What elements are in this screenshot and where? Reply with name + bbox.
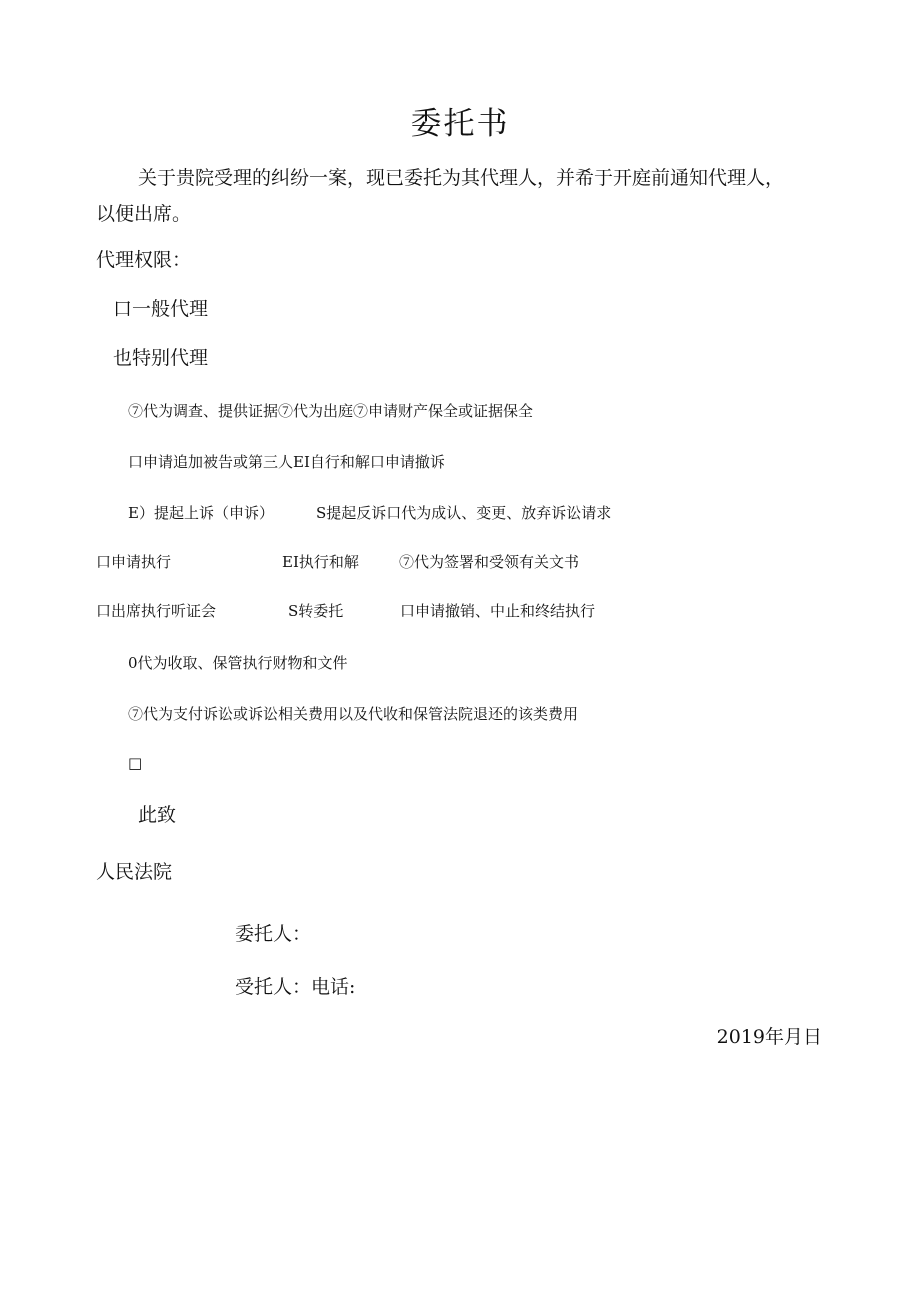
option-general-agency: 口一般代理 [113, 298, 209, 320]
intro-line-2: 以便出席。 [96, 203, 192, 225]
authority-item-counterclaim: S提起反诉口代为成认、变更、放弃诉讼请求 [316, 504, 612, 522]
closing-salutation: 此致 [138, 804, 177, 826]
authority-item-revoke-execution: 口申请撤销、中止和终结执行 [400, 602, 596, 620]
intro-line-1: 关于贵院受理的纠纷一案，现已委托为其代理人，并希于开庭前通知代理人， [138, 167, 785, 189]
authority-item-sub-delegation: S转委托 [288, 602, 344, 620]
authority-item-apply-execution: 口申请执行 [96, 553, 172, 571]
document-date: 2019年月日 [716, 1026, 822, 1048]
authority-item-pay-fees: ⑦代为支付诉讼或诉讼相关费用以及代收和保管法院退还的该类费用 [128, 705, 579, 723]
authority-item-hearing: 口出席执行听证会 [96, 602, 217, 620]
authority-item-execution-settlement: EI执行和解 [282, 553, 359, 571]
authority-item-row-1: ⑦代为调查、提供证据⑦代为出庭⑦申请财产保全或证据保全 [128, 402, 534, 420]
authority-item-collect-property: 0代为收取、保管执行财物和文件 [128, 654, 348, 672]
intro-paragraph [96, 160, 826, 232]
agent-phone-label: 受托人：电话: [235, 976, 356, 998]
authority-item-sign-documents: ⑦代为签署和受领有关文书 [399, 553, 580, 571]
authority-item-appeal: E）提起上诉（申诉） [128, 504, 274, 522]
principal-label: 委托人： [235, 923, 312, 945]
option-special-agency: 也特别代理 [113, 347, 209, 369]
authority-heading: 代理权限： [96, 249, 192, 271]
document-title: 委托书 [410, 106, 510, 142]
checkbox-placeholder: □ [128, 754, 143, 772]
authority-item-row-2: 口申请追加被告或第三人EI自行和解口申请撤诉 [128, 453, 445, 471]
addressee-court: 人民法院 [96, 861, 173, 883]
